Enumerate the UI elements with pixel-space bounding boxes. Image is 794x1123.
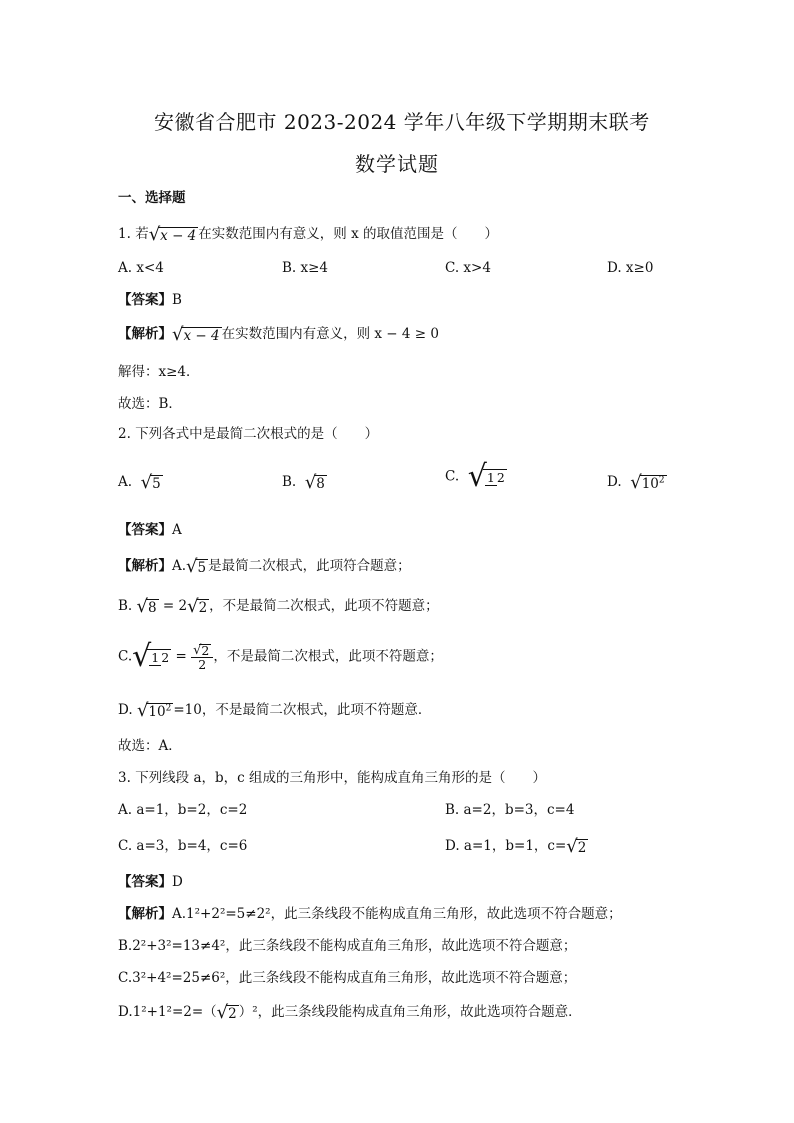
analysis-line-b: B.2²+3²=13≠4²，此三条线段不能构成直角三角形，故此选项不符合题意； — [118, 938, 577, 954]
option-d: D. $√10^2$ — [607, 472, 665, 493]
analysis-line: 【解析】√x − 4 在实数范围内有意义，则 x − 4 ≥ 0 — [118, 324, 439, 345]
analysis-line-d: D. $√10^2 =10$，不是最简二次根式，此项不符题意． — [118, 700, 432, 721]
option-b: B. √8 — [282, 472, 325, 493]
page-subtitle: 数学试题 — [355, 152, 439, 176]
question-3 — [118, 768, 546, 788]
question-1 — [118, 224, 498, 245]
option-a: A. a=1，b=2，c=2 — [118, 802, 248, 818]
option-c: C. √1 2 — [445, 459, 505, 494]
page-title: 安徽省合肥市 2023-2024 学年八年级下学期期末联考 — [154, 110, 650, 134]
analysis-line-c: C.√1 2 = $\frac{√2}{2}$ ，不是最简二次根式，此项不符题意； — [118, 639, 443, 674]
answer-line: 【答案】D — [118, 874, 183, 890]
question-text: 若 — [135, 226, 149, 242]
analysis-line-c: C.3²+4²=25≠6²，此三条线段不能构成直角三角形，故此选项不符合题意； — [118, 970, 577, 986]
option-d: D. a=1，b=1，c=√2 — [445, 836, 587, 857]
option-a: A. x<4 — [118, 260, 164, 276]
answer-line: 【答案】B — [118, 292, 182, 308]
question-number: 1. — [118, 226, 131, 242]
section-heading: 一、选择题 — [118, 190, 186, 206]
analysis-line-b: B. √8 = 2√2 ，不是最简二次根式，此项不符题意； — [118, 596, 439, 617]
radical: √x − 4 — [148, 224, 197, 245]
analysis-line-d: D.1²+1²=2=（√2 ）²，此三条线段能构成直角三角形，故此选项符合题意． — [118, 1002, 582, 1023]
option-b: B. a=2，b=3，c=4 — [445, 802, 575, 818]
choice-line: 故选：B． — [118, 396, 182, 412]
option-b: B. x≥4 — [282, 260, 329, 276]
answer-value: B — [172, 292, 182, 308]
answer-line: 【答案】A — [118, 522, 182, 538]
option-a: A. √5 — [118, 472, 161, 493]
choice-line: 故选：A． — [118, 738, 182, 754]
analysis-line-a: 【解析】A.1²+2²=5≠2²，此三条线段不能构成直角三角形，故此选项不符合题意； — [118, 906, 622, 922]
answer-value: D — [172, 874, 183, 890]
solution-line: 解得：x≥4． — [118, 364, 200, 380]
question-text: 下列各式中是最简二次根式的是（ ） — [135, 426, 379, 442]
question-text: 下列线段 a，b，c 组成的三角形中，能构成直角三角形的是（ ） — [135, 770, 547, 786]
question-number: 2. — [118, 426, 131, 442]
option-c: C. a=3，b=4，c=6 — [118, 838, 248, 854]
answer-value: A — [172, 522, 182, 538]
analysis-line-a: 【解析】A.√5 是最简二次根式，此项符合题意； — [118, 556, 411, 577]
option-d: D. x≥0 — [607, 260, 654, 276]
question-2 — [118, 424, 378, 444]
question-text: 在实数范围内有意义，则 x 的取值范围是（ ） — [198, 226, 498, 242]
question-number: 3. — [118, 770, 131, 786]
radical: √x − 4 — [172, 324, 220, 345]
option-c: C. x>4 — [445, 260, 491, 276]
